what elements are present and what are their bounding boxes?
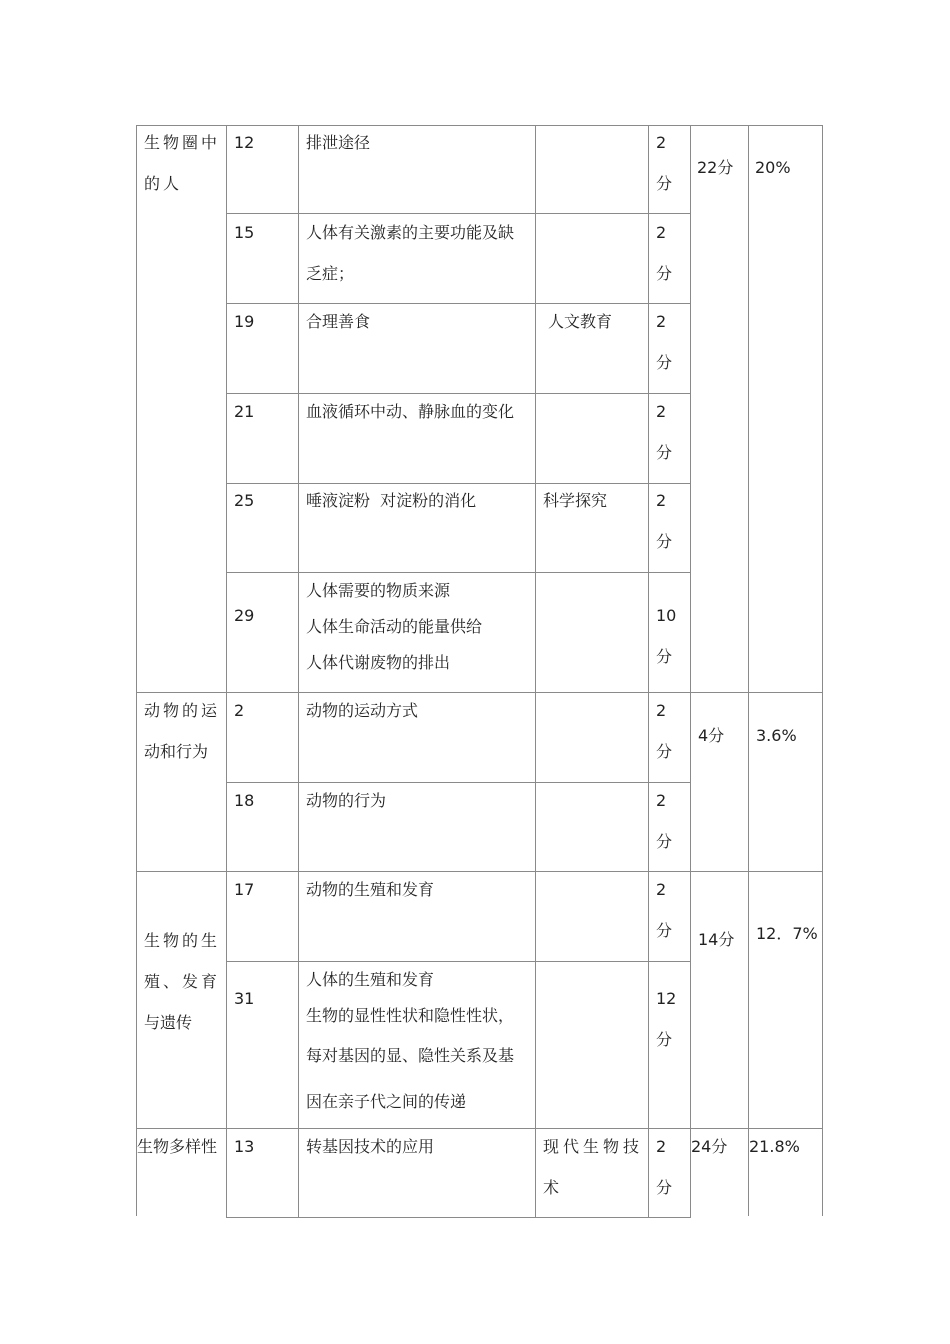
content: 动物的生殖和发育 (306, 880, 435, 899)
score: 2 分 (656, 223, 673, 283)
content: 人体的生殖和发育 生物的显性性状和隐性性状， 每对基因的显、隐性关系及基 因在亲子代之间的传递 (306, 970, 515, 1111)
table-border (535, 125, 536, 1217)
score: 2 分 (656, 1137, 673, 1197)
question-number: 21 (234, 402, 255, 421)
total-score: 24分 (691, 1137, 728, 1156)
table-border (822, 125, 823, 1216)
question-number: 31 (234, 989, 255, 1008)
content: 动物的运动方式 (306, 701, 419, 720)
table-border (226, 125, 227, 1217)
question-number: 15 (234, 223, 255, 242)
score: 2 分 (656, 791, 673, 851)
question-number: 25 (234, 491, 255, 510)
content: 人体有关激素的主要功能及缺 乏症； (306, 223, 515, 283)
total-score: 22分 (697, 158, 734, 177)
question-number: 17 (234, 880, 255, 899)
score: 12 分 (656, 989, 677, 1049)
content: 排泄途径 (306, 133, 371, 152)
content: 合理善食 (306, 312, 371, 331)
topic-cell: 生物的生 殖、发育 与遗传 (144, 931, 221, 1032)
topic-cell: 生物多样性 (137, 1137, 218, 1156)
table-border (136, 125, 137, 1216)
score: 2 分 (656, 402, 673, 462)
category: 人文教育 (548, 312, 613, 331)
topic-cell: 动物的运 动和行为 (144, 701, 221, 761)
category: 现代生物技 术 (543, 1137, 644, 1197)
score: 2 分 (656, 491, 673, 551)
table-border (690, 125, 691, 1217)
content: 血液循环中动、静脉血的变化 (306, 402, 515, 421)
question-number: 12 (234, 133, 255, 152)
question-number: 29 (234, 606, 255, 625)
question-number: 18 (234, 791, 255, 810)
score: 2 分 (656, 312, 673, 372)
table-border (226, 1217, 691, 1218)
percent: 3.6% (756, 726, 797, 745)
score: 2 分 (656, 133, 673, 193)
percent: 12．7% (756, 924, 818, 943)
content: 动物的行为 (306, 791, 387, 810)
content: 人体需要的物质来源 人体生命活动的能量供给 人体代谢废物的排出 (306, 581, 483, 672)
score: 2 分 (656, 880, 673, 940)
content: 转基因技术的应用 (306, 1137, 435, 1156)
total-score: 4分 (698, 726, 725, 745)
question-number: 13 (234, 1137, 255, 1156)
table-border (648, 125, 649, 1217)
question-number: 19 (234, 312, 255, 331)
percent: 21.8% (749, 1137, 800, 1156)
score: 10 分 (656, 606, 677, 666)
category: 科学探究 (543, 491, 608, 510)
content: 唾液淀粉 对淀粉的消化 (306, 491, 477, 510)
score: 2 分 (656, 701, 673, 761)
total-score: 14分 (698, 930, 735, 949)
question-number: 2 (234, 701, 245, 720)
table-border (226, 303, 691, 304)
table-border (748, 125, 749, 1216)
topic-cell: 生物圈中 的人 (144, 133, 221, 193)
table-border (298, 125, 299, 1217)
table-border (226, 782, 691, 783)
percent: 20% (755, 158, 791, 177)
